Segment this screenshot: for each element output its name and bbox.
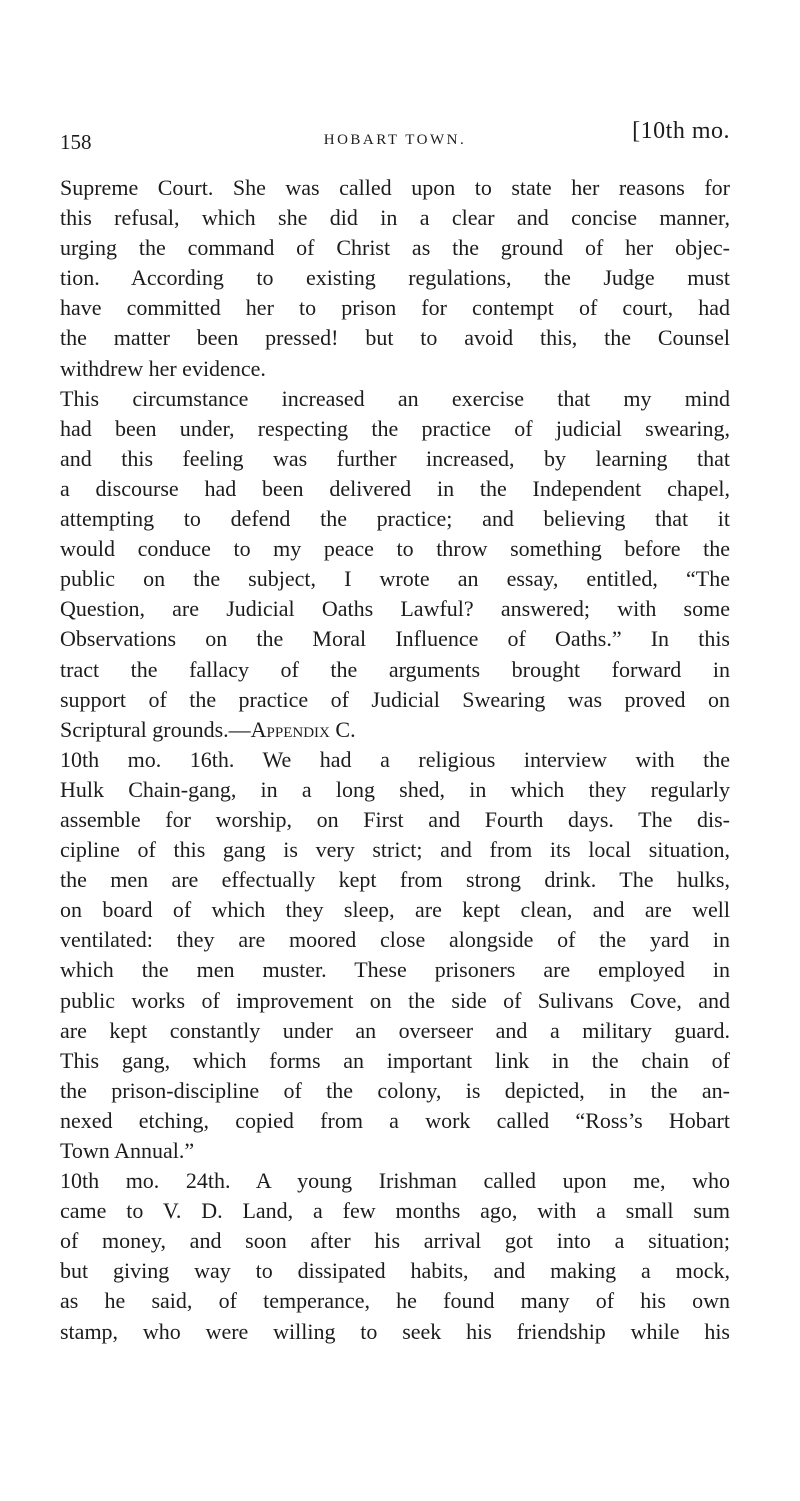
line-text: would conduce to my peace to throw something before the xyxy=(60,536,730,562)
text-line xyxy=(60,564,730,594)
line-text: attempting to defend the practice; and believing that it xyxy=(60,506,730,532)
line-text: had been under, respecting the practice of judicial swearing, xyxy=(60,415,730,441)
line-text: public works of improvement on the side of Sulivans Cove, and xyxy=(60,987,730,1013)
line-text: Hulk Chain-gang, in a long shed, in which they regularly xyxy=(60,776,730,802)
text-line xyxy=(60,414,730,444)
text-line xyxy=(60,715,730,745)
line-text: Scriptural grounds.— xyxy=(60,716,251,742)
text-line xyxy=(60,384,730,414)
text-line xyxy=(60,925,730,955)
text-line xyxy=(60,805,730,835)
line-text: 10th mo. 24th. A young Irishman called upon me, who xyxy=(60,1168,730,1194)
line-text: urging the command of Christ as the ground of her objec- xyxy=(60,235,730,261)
line-text: Observations on the Moral Influence of Oaths.” In this xyxy=(60,626,730,652)
line-text: are kept constantly under an overseer and a military guard. xyxy=(60,1017,730,1043)
text-line xyxy=(60,1136,730,1166)
line-text: this refusal, which she did in a clear and concise manner, xyxy=(60,205,730,231)
line-text: cipline of this gang is very strict; and from its local situation, xyxy=(60,837,730,863)
text-line xyxy=(60,1076,730,1106)
text-line xyxy=(60,1016,730,1046)
line-text: assemble for worship, on First and Fourth days. The dis- xyxy=(60,806,730,832)
text-line xyxy=(60,835,730,865)
text-line xyxy=(60,895,730,925)
appendix-reference: Appendix xyxy=(250,716,330,742)
line-text: came to V. D. Land, a few months ago, with a small sum xyxy=(60,1198,730,1224)
text-line xyxy=(60,955,730,985)
text-line xyxy=(60,1106,730,1136)
text-line xyxy=(60,685,730,715)
text-line xyxy=(60,1166,730,1196)
text-line xyxy=(60,1196,730,1226)
line-text: the prison-discipline of the colony, is depicted, in the an- xyxy=(60,1077,730,1103)
text-line xyxy=(60,1317,730,1347)
text-line xyxy=(60,1226,730,1256)
line-text: Town Annual.” xyxy=(60,1138,195,1163)
line-text: Question, are Judicial Oaths Lawful? answered; with some xyxy=(60,596,730,622)
line-text: the matter been pressed! but to avoid this, the Counsel xyxy=(60,325,730,351)
line-text: tract the fallacy of the arguments brought forward in xyxy=(60,656,730,682)
line-text: public on the subject, I wrote an essay, entitled, “The xyxy=(60,566,730,592)
text-line xyxy=(60,474,730,504)
text-line xyxy=(60,1046,730,1076)
line-text: 10th mo. 16th. We had a religious interview with the xyxy=(60,746,730,772)
line-text: the men are effectually kept from strong drink. The hulks, xyxy=(60,867,730,893)
line-text: withdrew her evidence. xyxy=(60,355,266,381)
line-text: Supreme Court. She was called upon to state her reasons for xyxy=(60,175,730,200)
line-text: tion. According to existing regulations, the Judge must xyxy=(60,265,730,291)
text-line xyxy=(60,444,730,474)
text-line xyxy=(60,986,730,1016)
line-text: This circumstance increased an exercise that my mind xyxy=(60,385,730,411)
text-line xyxy=(60,775,730,805)
line-text: stamp, who were willing to seek his friendship while his xyxy=(60,1318,730,1344)
text-line xyxy=(60,504,730,534)
line-text: of money, and soon after his arrival got into a situation; xyxy=(60,1228,730,1254)
line-text: This gang, which forms an important link in the chain of xyxy=(60,1047,730,1073)
page-number: 158 xyxy=(60,130,92,154)
text-line xyxy=(60,655,730,685)
line-text: but giving way to dissipated habits, and making a mock, xyxy=(60,1258,730,1284)
body-text xyxy=(60,173,730,1347)
text-line xyxy=(60,1286,730,1316)
text-line xyxy=(60,354,730,384)
text-line xyxy=(60,173,730,203)
line-text: have committed her to prison for contempt of court, had xyxy=(60,295,730,321)
line-text: on board of which they sleep, are kept clean, and are well xyxy=(60,897,730,923)
text-line xyxy=(60,323,730,353)
text-line xyxy=(60,745,730,775)
line-text: nexed etching, copied from a work called “Ross’s Hobart xyxy=(60,1107,730,1133)
text-line xyxy=(60,865,730,895)
text-line xyxy=(60,624,730,654)
line-text: ventilated: they are moored close alongside of the yard in xyxy=(60,927,730,953)
line-text-tail: C. xyxy=(329,716,356,742)
line-text: which the men muster. These prisoners are employed in xyxy=(60,957,730,983)
running-title: HOBART TOWN. xyxy=(323,132,467,148)
text-line xyxy=(60,293,730,323)
line-text: and this feeling was further increased, by learning that xyxy=(60,445,730,471)
line-text: support of the practice of Judicial Swearing was proved on xyxy=(60,686,730,712)
running-head xyxy=(60,118,730,158)
text-line xyxy=(60,203,730,233)
text-line xyxy=(60,263,730,293)
text-line xyxy=(60,534,730,564)
running-date: [10th mo. xyxy=(632,118,730,144)
line-text: a discourse had been delivered in the Independent chapel, xyxy=(60,475,730,501)
text-line xyxy=(60,594,730,624)
line-text: as he said, of temperance, he found many of his own xyxy=(60,1288,730,1314)
text-line xyxy=(60,233,730,263)
text-line xyxy=(60,1256,730,1286)
